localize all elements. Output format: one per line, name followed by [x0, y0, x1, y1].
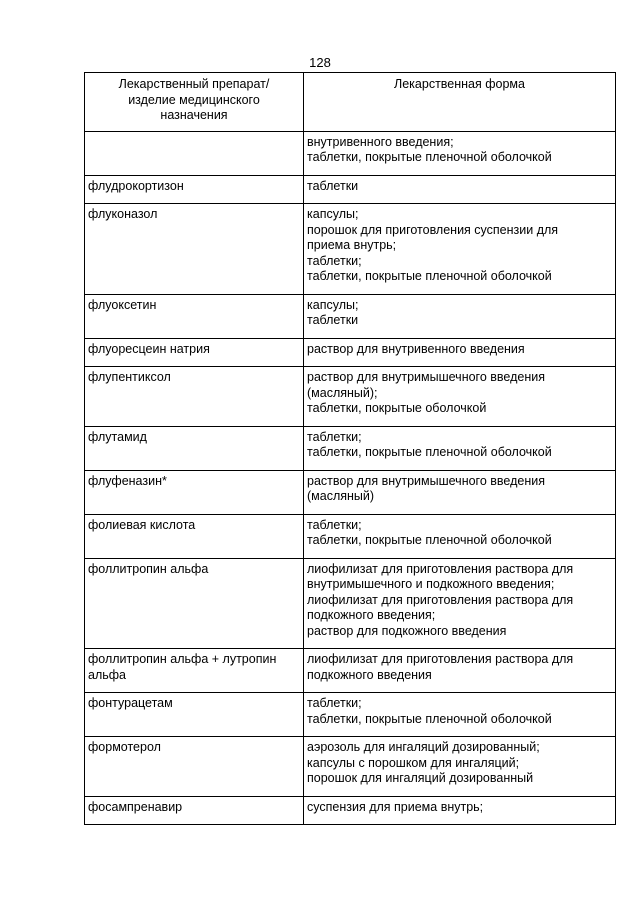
dosage-form-line: таблетки, покрытые пленочной оболочкой	[307, 711, 552, 726]
dosage-form-line: порошок для приготовления суспензии для	[307, 222, 559, 237]
table-row	[85, 338, 616, 367]
dosage-form-line: таблетки	[307, 313, 359, 327]
header-drug-name-line: Лекарственный препарат/	[118, 77, 270, 91]
drug-name-cell	[85, 514, 304, 558]
table-row	[85, 693, 616, 737]
drug-name: флуконазол	[88, 207, 158, 221]
dosage-form-line: таблетки	[307, 178, 359, 193]
drug-name-cell	[85, 175, 304, 204]
dosage-form-line: подкожного введения	[307, 667, 432, 682]
table-row	[85, 426, 616, 470]
table-row	[85, 470, 616, 514]
dosage-form-line: таблетки;	[307, 517, 362, 532]
drug-name: флупентиксол	[88, 370, 171, 384]
dosage-form-line: таблетки;	[307, 696, 362, 710]
dosage-form-line: раствор для внутримышечного введения	[307, 370, 545, 384]
table-row	[85, 796, 616, 825]
header-drug-name-line: назначения	[160, 108, 228, 122]
dosage-form-cell	[304, 558, 616, 649]
dosage-form-cell	[304, 426, 616, 470]
dosage-form-cell	[304, 737, 616, 797]
dosage-form-line: капсулы с порошком для ингаляций;	[307, 755, 520, 770]
drug-name: альфа	[88, 667, 126, 682]
dosage-form-line: суспензия для приема внутрь;	[307, 799, 484, 814]
dosage-form-line: порошок для ингаляций дозированный	[307, 771, 534, 785]
drug-name-cell	[85, 796, 304, 825]
drug-name-cell	[85, 649, 304, 693]
dosage-form-cell	[304, 338, 616, 367]
dosage-form-cell	[304, 649, 616, 693]
drug-name-cell	[85, 294, 304, 338]
dosage-form-line: приема внутрь;	[307, 238, 397, 252]
table-row	[85, 175, 616, 204]
dosage-form-cell	[304, 131, 616, 175]
dosage-form-cell	[304, 514, 616, 558]
dosage-form-line: (масляный);	[307, 385, 378, 400]
drug-name: фосампренавир	[88, 799, 183, 814]
dosage-form-line: таблетки;	[307, 253, 362, 268]
dosage-form-line: капсулы;	[307, 297, 359, 312]
dosage-form-line: лиофилизат для приготовления раствора для	[307, 561, 574, 576]
drug-name: флутамид	[88, 429, 147, 444]
dosage-form-line: таблетки, покрытые пленочной оболочкой	[307, 150, 552, 164]
drug-name: фонтурацетам	[88, 696, 173, 710]
table-row	[85, 514, 616, 558]
dosage-form-line: раствор для внутривенного введения	[307, 341, 525, 356]
drug-name-cell	[85, 204, 304, 295]
drug-name: флуоксетин	[88, 297, 157, 312]
drug-name-cell	[85, 470, 304, 514]
drug-name: флуоресцеин натрия	[88, 341, 210, 356]
dosage-form-line: лиофилизат для приготовления раствора для	[307, 652, 574, 666]
dosage-form-line: лиофилизат для приготовления раствора для	[307, 592, 574, 607]
dosage-form-line: внутримышечного и подкожного введения;	[307, 577, 555, 591]
drug-name-cell	[85, 737, 304, 797]
page-number: 128	[309, 55, 331, 70]
dosage-form-line: таблетки;	[307, 429, 362, 444]
dosage-form-cell	[304, 470, 616, 514]
drug-table	[84, 72, 616, 825]
table-row	[85, 367, 616, 427]
dosage-form-line: таблетки, покрытые пленочной оболочкой	[307, 269, 552, 283]
drug-name: фолиевая кислота	[88, 517, 196, 532]
dosage-form-cell	[304, 204, 616, 295]
drug-name: фоллитропин альфа	[88, 561, 209, 576]
drug-name-cell	[85, 558, 304, 649]
dosage-form-line: аэрозоль для ингаляций дозированный;	[307, 740, 540, 754]
header-dosage-form: Лекарственная форма	[304, 73, 616, 132]
dosage-form-line: внутривенного введения;	[307, 134, 454, 149]
table-row	[85, 649, 616, 693]
header-drug-name	[85, 73, 304, 132]
dosage-form-line: (масляный)	[307, 489, 375, 503]
table-row	[85, 558, 616, 649]
dosage-form-line: капсулы;	[307, 207, 359, 221]
drug-name-cell	[85, 367, 304, 427]
dosage-form-line: раствор для внутримышечного введения	[307, 473, 545, 488]
dosage-form-line: таблетки, покрытые пленочной оболочкой	[307, 533, 552, 547]
dosage-form-cell	[304, 367, 616, 427]
drug-name: флудрокортизон	[88, 178, 184, 193]
table-row	[85, 737, 616, 797]
dosage-form-line: подкожного введения;	[307, 608, 436, 622]
drug-name: флуфеназин*	[88, 473, 167, 488]
drug-name-cell	[85, 693, 304, 737]
dosage-form-line: таблетки, покрытые оболочкой	[307, 401, 487, 415]
drug-name: формотерол	[88, 740, 161, 754]
dosage-form-line: раствор для подкожного введения	[307, 623, 507, 638]
drug-name-cell	[85, 426, 304, 470]
header-drug-name-line: изделие медицинского	[128, 92, 260, 107]
dosage-form-cell	[304, 175, 616, 204]
table-row	[85, 131, 616, 175]
dosage-form-line: таблетки, покрытые пленочной оболочкой	[307, 445, 552, 459]
table-row	[85, 294, 616, 338]
dosage-form-cell	[304, 796, 616, 825]
drug-name: фоллитропин альфа + лутропин	[88, 652, 277, 666]
dosage-form-cell	[304, 294, 616, 338]
table-header-row	[85, 73, 616, 132]
drug-name-cell	[85, 131, 304, 175]
table-body	[85, 131, 616, 825]
dosage-form-cell	[304, 693, 616, 737]
table-row	[85, 204, 616, 295]
drug-name-cell	[85, 338, 304, 367]
